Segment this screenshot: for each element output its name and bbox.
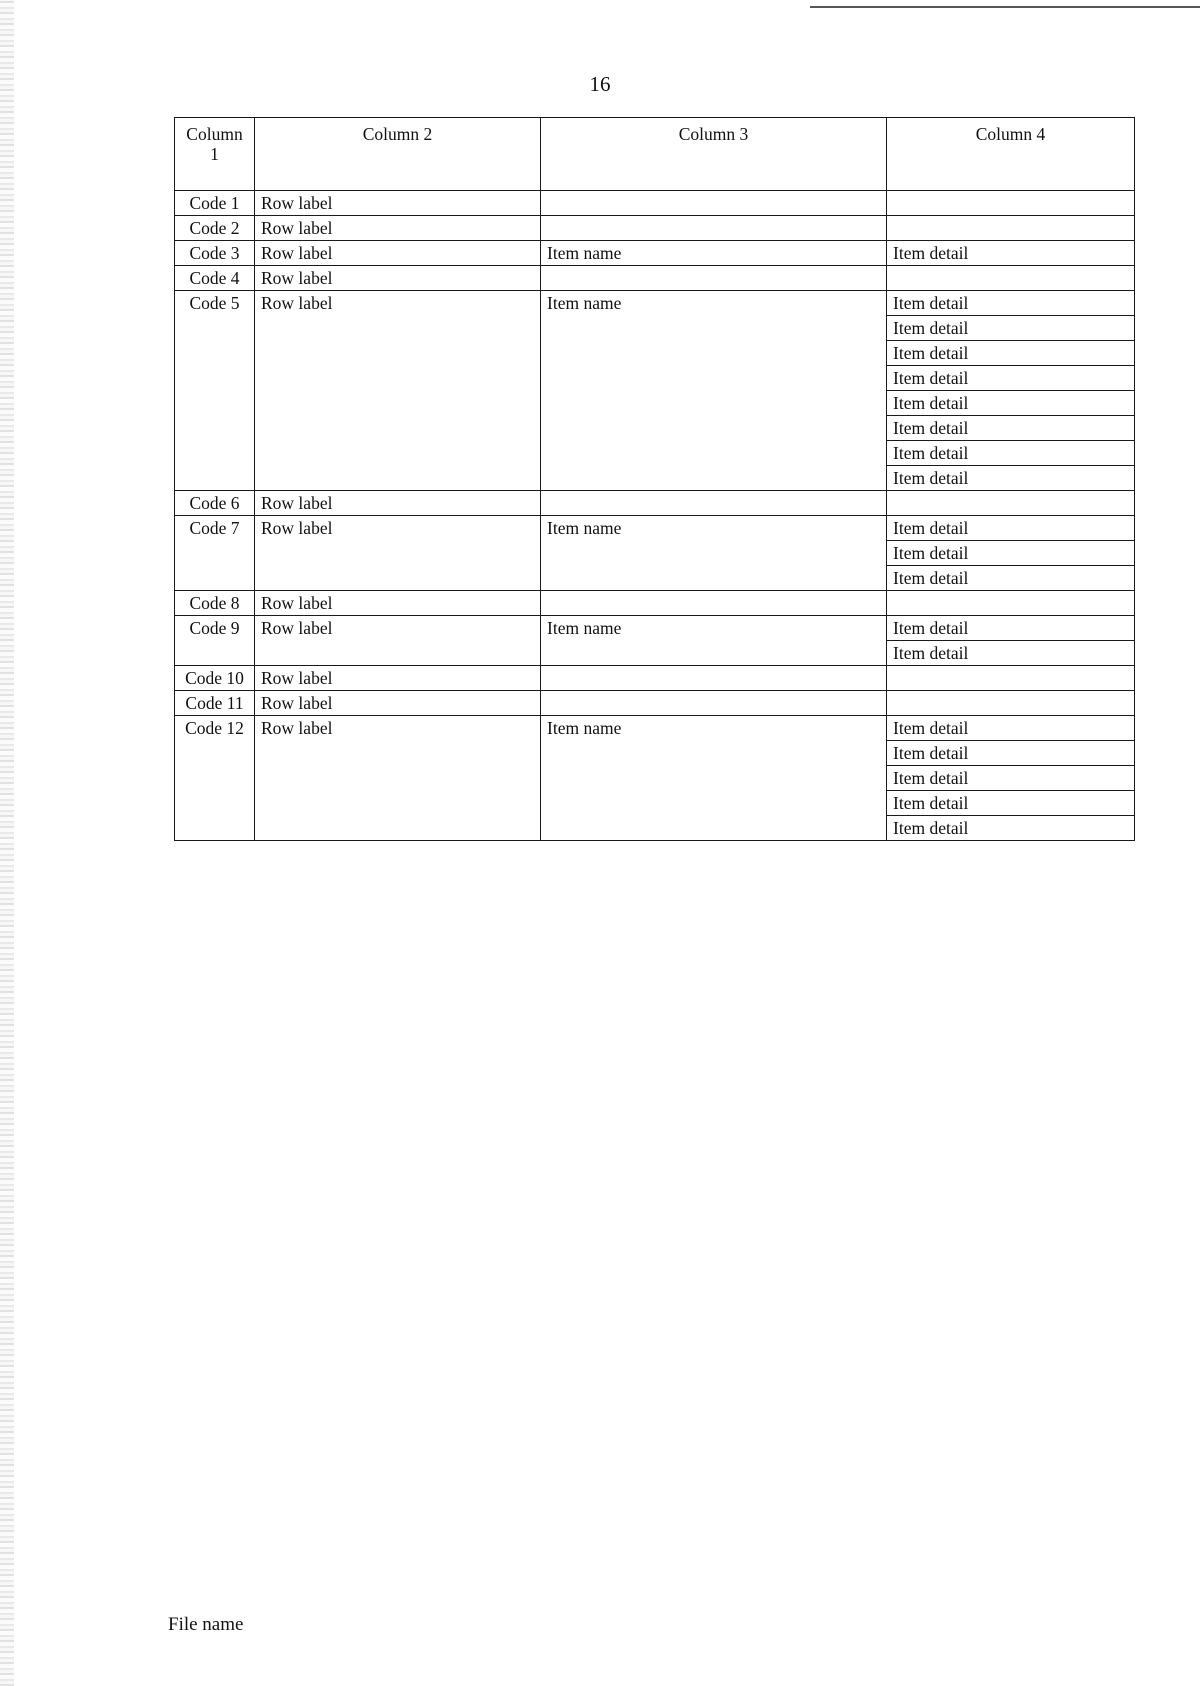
header-row: [175, 118, 1135, 191]
dosage-form-cell: Item detail: [887, 291, 1135, 316]
table-body: [175, 191, 1135, 841]
drug-cell: Item name: [541, 616, 887, 666]
classification-cell: Row label: [255, 516, 541, 591]
dosage-form-cell: Item detail: [887, 466, 1135, 491]
dosage-form-cell: Item detail: [887, 416, 1135, 441]
table-row: [175, 216, 1135, 241]
dosage-form-cell: [887, 216, 1135, 241]
classification-cell: Row label: [255, 691, 541, 716]
table-row: [175, 666, 1135, 691]
classification-cell: Row label: [255, 191, 541, 216]
drug-cell: [541, 191, 887, 216]
table-row: [175, 591, 1135, 616]
classification-cell: Row label: [255, 216, 541, 241]
header-drugs: Column 3: [541, 118, 887, 191]
dosage-form-cell: Item detail: [887, 791, 1135, 816]
dosage-form-cell: Item detail: [887, 391, 1135, 416]
table-row: [175, 266, 1135, 291]
dosage-form-cell: Item detail: [887, 766, 1135, 791]
dosage-form-cell: Item detail: [887, 716, 1135, 741]
classification-cell: Row label: [255, 241, 541, 266]
dosage-form-cell: Item detail: [887, 616, 1135, 641]
table-row: [175, 491, 1135, 516]
table-row: [175, 241, 1135, 266]
drug-cell: Item name: [541, 241, 887, 266]
table-row: [175, 291, 1135, 316]
dosage-form-cell: Item detail: [887, 541, 1135, 566]
dosage-form-cell: Item detail: [887, 641, 1135, 666]
code-cell: Code 9: [175, 616, 255, 666]
table-row: [175, 716, 1135, 741]
code-cell: Code 7: [175, 516, 255, 591]
table-row: [175, 516, 1135, 541]
code-cell: Code 1: [175, 191, 255, 216]
header-code: Column 1: [175, 118, 255, 191]
drug-cell: [541, 591, 887, 616]
classification-cell: Row label: [255, 266, 541, 291]
drug-cell: [541, 666, 887, 691]
code-cell: Code 11: [175, 691, 255, 716]
table-row: [175, 616, 1135, 641]
dosage-form-cell: Item detail: [887, 316, 1135, 341]
drug-cell: [541, 691, 887, 716]
code-cell: Code 8: [175, 591, 255, 616]
classification-table: [174, 117, 1135, 841]
code-cell: Code 6: [175, 491, 255, 516]
drug-cell: [541, 491, 887, 516]
dosage-form-cell: Item detail: [887, 241, 1135, 266]
drug-cell: [541, 266, 887, 291]
code-cell: Code 3: [175, 241, 255, 266]
dosage-form-cell: Item detail: [887, 816, 1135, 841]
dosage-form-cell: [887, 666, 1135, 691]
dosage-form-cell: Item detail: [887, 366, 1135, 391]
table-row: [175, 691, 1135, 716]
dosage-form-cell: Item detail: [887, 441, 1135, 466]
dosage-form-cell: [887, 491, 1135, 516]
header-classification: Column 2: [255, 118, 541, 191]
dosage-form-cell: [887, 266, 1135, 291]
file-name: File name: [168, 1614, 244, 1635]
header-forms: Column 4: [887, 118, 1135, 191]
drug-cell: Item name: [541, 516, 887, 591]
classification-cell: Row label: [255, 716, 541, 841]
code-cell: Code 10: [175, 666, 255, 691]
dosage-form-cell: [887, 691, 1135, 716]
table-head: [175, 118, 1135, 191]
dosage-form-cell: Item detail: [887, 341, 1135, 366]
page-number: 16: [589, 72, 611, 96]
code-cell: Code 5: [175, 291, 255, 491]
dosage-form-cell: Item detail: [887, 741, 1135, 766]
code-cell: Code 12: [175, 716, 255, 841]
dosage-form-cell: [887, 191, 1135, 216]
dosage-form-cell: Item detail: [887, 516, 1135, 541]
dosage-form-cell: [887, 591, 1135, 616]
drug-cell: Item name: [541, 716, 887, 841]
classification-cell: Row label: [255, 491, 541, 516]
dosage-form-cell: Item detail: [887, 566, 1135, 591]
code-cell: Code 4: [175, 266, 255, 291]
drug-cell: [541, 216, 887, 241]
scan-edge-top: [810, 0, 1200, 8]
code-cell: Code 2: [175, 216, 255, 241]
classification-cell: Row label: [255, 616, 541, 666]
drug-cell: Item name: [541, 291, 887, 491]
classification-cell: Row label: [255, 291, 541, 491]
table-row: [175, 191, 1135, 216]
classification-cell: Row label: [255, 666, 541, 691]
scan-edge-left: [0, 0, 14, 1686]
classification-cell: Row label: [255, 591, 541, 616]
